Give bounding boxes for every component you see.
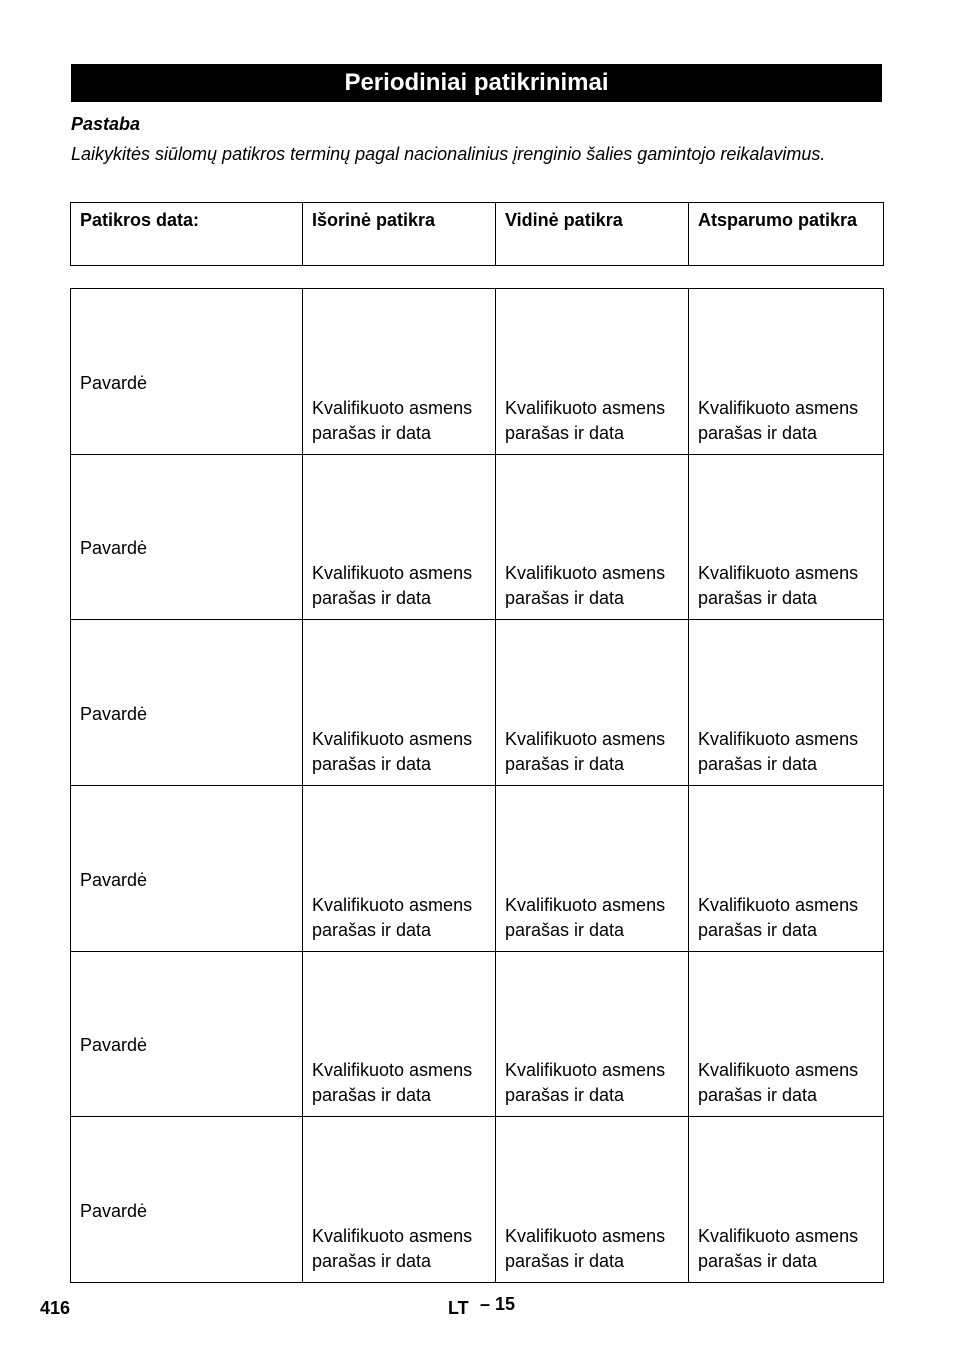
signature-cell: Kvalifikuoto asmens parašas ir data	[496, 786, 689, 952]
surname-cell	[71, 620, 303, 786]
surname-cell	[71, 951, 303, 1117]
surname-label: Pavardė	[80, 704, 148, 725]
signature-cell: Kvalifikuoto asmens parašas ir data	[303, 951, 496, 1117]
surname-label: Pavardė	[80, 538, 148, 559]
surname-label: Pavardė	[80, 372, 148, 393]
surname-label: Pavardė	[80, 1035, 148, 1056]
surname-cell	[71, 454, 303, 620]
surname-label: Pavardė	[80, 1201, 148, 1222]
inspection-header-table	[70, 202, 884, 266]
language-code: LT	[448, 1298, 469, 1318]
header-inspection-date: Patikros data:	[71, 203, 303, 266]
signature-cell: Kvalifikuoto asmens parašas ir data	[303, 289, 496, 455]
header-external-inspection: Išorinė patikra	[303, 203, 496, 266]
note-text: Laikykitės siūlomų patikros terminų pagal nacionalinius įrenginio šalies gamintojo reikalavimus.	[71, 144, 826, 164]
table-row	[71, 289, 884, 455]
surname-cell	[71, 1117, 303, 1283]
signature-cell: Kvalifikuoto asmens parašas ir data	[303, 620, 496, 786]
surname-cell	[71, 786, 303, 952]
signature-cell: Kvalifikuoto asmens parašas ir data	[689, 289, 884, 455]
table-row	[71, 454, 884, 620]
signature-cell: Kvalifikuoto asmens parašas ir data	[496, 1117, 689, 1283]
signature-cell: Kvalifikuoto asmens parašas ir data	[303, 1117, 496, 1283]
header-strength-inspection: Atsparumo patikra	[689, 203, 884, 266]
table-row	[71, 951, 884, 1117]
header-row	[71, 203, 884, 266]
signature-cell: Kvalifikuoto asmens parašas ir data	[496, 454, 689, 620]
page-title: Periodiniai patikrinimai	[71, 64, 882, 102]
header-internal-inspection: Vidinė patikra	[496, 203, 689, 266]
surname-label: Pavardė	[80, 869, 148, 890]
signature-cell: Kvalifikuoto asmens parašas ir data	[689, 620, 884, 786]
inspection-signature-table	[70, 288, 884, 1283]
signature-cell: Kvalifikuoto asmens parašas ir data	[689, 951, 884, 1117]
table-row	[71, 1117, 884, 1283]
signature-cell: Kvalifikuoto asmens parašas ir data	[303, 786, 496, 952]
surname-cell	[71, 289, 303, 455]
signature-cell: Kvalifikuoto asmens parašas ir data	[689, 786, 884, 952]
section-page-number: – 15	[480, 1294, 516, 1314]
table-row	[71, 620, 884, 786]
signature-cell: Kvalifikuoto asmens parašas ir data	[689, 1117, 884, 1283]
note-heading: Pastaba	[71, 114, 141, 134]
page-number: 416	[40, 1298, 71, 1318]
signature-cell: Kvalifikuoto asmens parašas ir data	[496, 951, 689, 1117]
signature-cell: Kvalifikuoto asmens parašas ir data	[689, 454, 884, 620]
signature-cell: Kvalifikuoto asmens parašas ir data	[496, 620, 689, 786]
signature-cell: Kvalifikuoto asmens parašas ir data	[303, 454, 496, 620]
table-row	[71, 786, 884, 952]
signature-cell: Kvalifikuoto asmens parašas ir data	[496, 289, 689, 455]
